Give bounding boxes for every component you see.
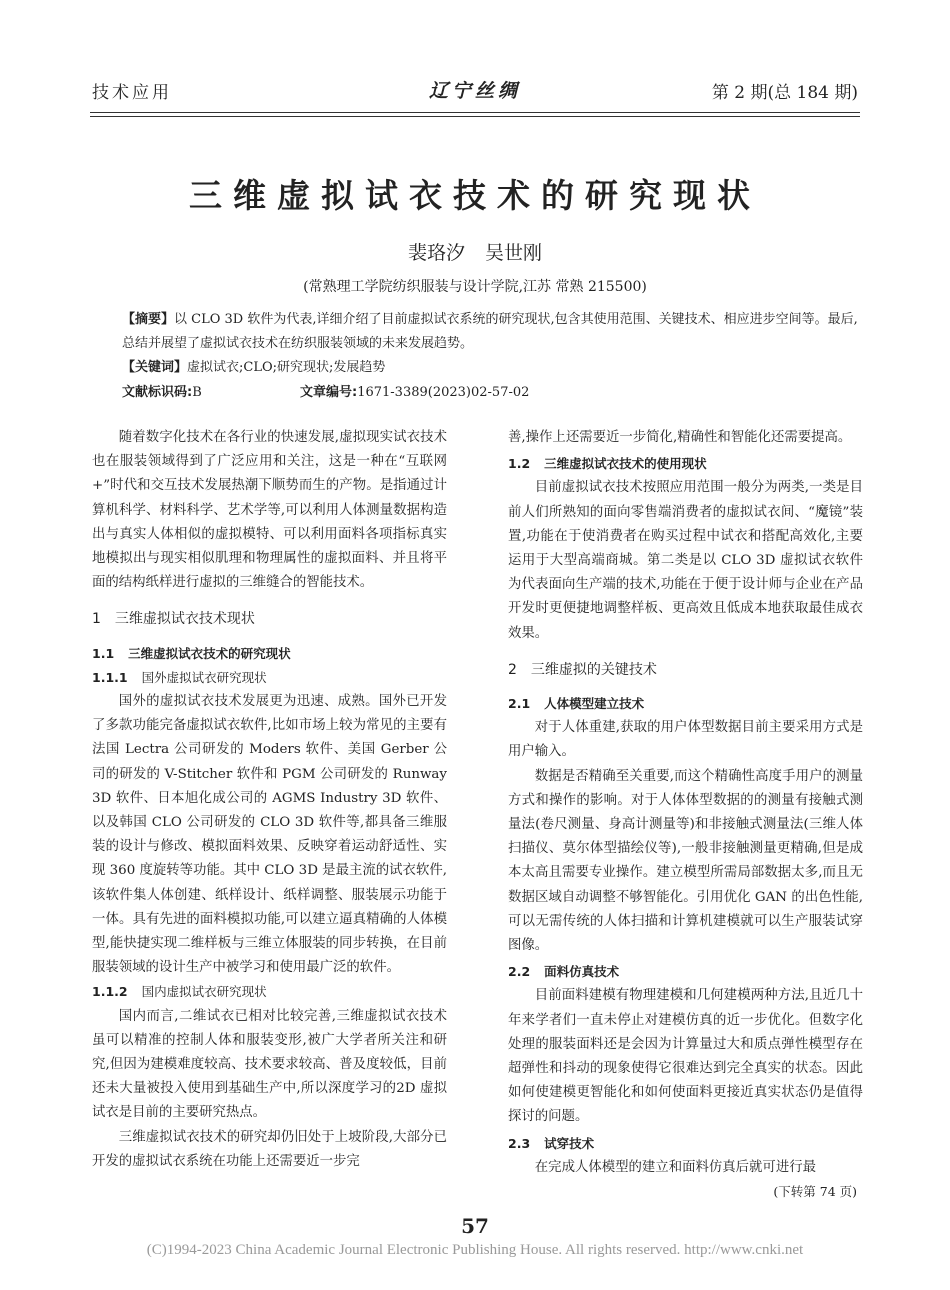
continued-paragraph: 善,操作上还需要近一步简化,精确性和智能化还需要提高。 xyxy=(508,430,852,445)
keywords-text: 虚拟试衣;CLO;研究现状;发展趋势 xyxy=(187,360,386,375)
keywords xyxy=(122,356,862,380)
section-1-2-heading: 1.2 三维虚拟试衣技术的使用现状 xyxy=(508,456,707,472)
article-no-label: 文章编号: xyxy=(300,385,358,400)
article-title: 三维虚拟试衣技术的研究现状 xyxy=(189,176,761,215)
journal-name: 辽宁丝绸 xyxy=(428,80,521,102)
running-header-section: 技术应用 xyxy=(92,83,172,103)
section-2-3-paragraph: 在完成人体模型的建立和面料仿真后就可进行最 xyxy=(534,1159,816,1175)
header-rule-bottom xyxy=(90,116,860,117)
section-1-1-2-paragraph-1: 国内而言,二维试衣已相对比较完善,三维虚拟试衣技术虽可以精准的控制人体和服装变形,被广大学者所关注和研究,但因为建模难度较高、技术要求较高、普及度较低，目前还未大量被投入使用到基础生产中,所以深度学习的2D 虚拟试衣是目前的主要研究热点。 xyxy=(92,1008,447,1121)
intro-paragraph: 随着数字化技术在各行业的快速发展,虚拟现实试衣技术也在服装领域得到了广泛应用和关注，这是一种在“互联网+”时代和交互技术发展热潮下顺势而生的产物。是指通过计算机科学、材料科学、艺术学等,可以利用人体测量数据构造出与真实人体相似的虚拟模特、可以利用面料各项指标真实地模拟出与现实相似肌理和物理属性的虚拟面料、并且将平面的结构纸样进行虚拟的三维缝合的智能技术。 xyxy=(92,430,447,591)
left-column xyxy=(92,426,447,1174)
section-2-heading: 2 三维虚拟的关键技术 xyxy=(508,661,657,678)
affiliation: (常熟理工学院纺织服装与设计学院,江苏 常熟 215500) xyxy=(303,279,647,295)
doc-code-value: B xyxy=(192,385,202,400)
page-number: 57 xyxy=(461,1214,489,1238)
section-2-1-heading: 2.1 人体模型建立技术 xyxy=(508,696,645,712)
section-1-1-1-heading: 1.1.1 国外虚拟试衣研究现状 xyxy=(92,669,267,685)
keywords-label: 【关键词】 xyxy=(122,360,188,375)
section-2-1-paragraph-2: 数据是否精确至关重要,而这个精确性高度手用户的测量方式和操作的影响。对于人体体型数据的的测量有接触式测量法(卷尺测量、身高计测量等)和非接触式测量法(三维人体扫描仪、莫尔体型描绘仪等),一般非接触测量更精确,但是成本太高且需要专业操作。建立模型所需局部数据太多,而且无数据区域自动调整不够智能化。引用优化 GAN 的出色性能,可以无需传统的人体扫描和计算机建模就可以生产服装试穿图像。 xyxy=(508,768,863,954)
section-2-1-paragraph-1: 对于人体重建,获取的用户体型数据目前主要采用方式是用户输入。 xyxy=(508,720,863,760)
abstract-label: 【摘要】 xyxy=(122,312,175,327)
section-2-2-paragraph: 目前面料建模有物理建模和几何建模两种方法,且近几十年来学者们一直未停止对建模仿真的近一步优化。但数字化处理的服装面料还是会因为计算量过大和质点弹性模型存在超弹性和抖动的现象使得它很难达到完全真实的状态。因此如何使建模更智能化和如何使面料更接近真实状态仍是值得探讨的问题。 xyxy=(508,988,863,1125)
section-1-1-2-paragraph-2: 三维虚拟试衣技术的研究却仍旧处于上坡阶段,大部分已开发的虚拟试衣系统在功能上还需要近一步完 xyxy=(92,1129,447,1169)
section-1-1-heading: 1.1 三维虚拟试衣技术的研究现状 xyxy=(92,645,291,661)
section-1-1-2-heading: 1.1.2 国内虚拟试衣研究现状 xyxy=(92,984,267,1000)
doc-code-label: 文献标识码: xyxy=(122,385,193,400)
right-column xyxy=(508,426,863,1204)
section-2-3-heading: 2.3 试穿技术 xyxy=(508,1135,595,1151)
continued-note: (下转第 74 页) xyxy=(773,1184,857,1200)
authors: 裴珞汐 吴世刚 xyxy=(407,242,543,264)
copyright-notice: (C)1994-2023 China Academic Journal Electronic Publishing House. All rights reserved. http://www.cnki.net xyxy=(146,1242,804,1258)
abstract-text: 以 CLO 3D 软件为代表,详细介绍了目前虚拟试衣系统的研究现状,包含其使用范围、关键技术、相应进步空间等。最后,总结并展望了虚拟试衣技术在纺织服装领域的未来发展趋势。 xyxy=(122,312,858,351)
section-1-2-paragraph: 目前虚拟试衣技术按照应用范围一般分为两类,一类是目前人们所熟知的面向零售端消费者的虚拟试衣间、“魔镜”装置,功能在于使消费者在购买过程中试衣和搭配高效化,主要运用于大型高端商城。第二类是以 CLO 3D 虚拟试衣软件为代表面向生产端的技术,功能在于便于设计师与企业在产品开发时更便捷地调整样板、更高效且低成本地获取最佳成衣效果。 xyxy=(508,480,863,641)
article-number xyxy=(300,381,700,405)
section-1-1-1-paragraph: 国外的虚拟试衣技术发展更为迅速、成熟。国外已开发了多款功能完备虚拟试衣软件,比如市场上较为常见的主要有法国 Lectra 公司研发的 Moders 软件、美国 Gerber 公司的研发的 V-Stitcher 软件和 PGM 公司研发的 Runway 3D 软件、日本旭化成公司的 AGMS Industry 3D 软件、以及韩国 CLO 公司研发的 CLO 3D 软件等,都具备三维服装的设计与修改、模拟面料效果、反映穿着运动舒适性、实现 360 度旋转等功能。其中 CLO 3D 是最主流的试衣软件,该软件集人体创建、纸样设计、纸样调整、服装展示功能于一体。具有先进的面料模拟功能,可以建立逼真精确的人体模型,能快捷实现二维样板与三维立体服装的同步转换，在目前服装领域的设计生产中被学习和使用最广泛的软件。 xyxy=(92,694,447,976)
section-2-2-heading: 2.2 面料仿真技术 xyxy=(508,964,620,980)
article-no-value: 1671-3389(2023)02-57-02 xyxy=(357,385,530,400)
abstract xyxy=(122,308,862,356)
section-1-heading: 1 三维虚拟试衣技术现状 xyxy=(92,611,255,628)
header-rule-top xyxy=(90,112,860,113)
issue-info: 第 2 期(总 184 期) xyxy=(711,83,858,103)
